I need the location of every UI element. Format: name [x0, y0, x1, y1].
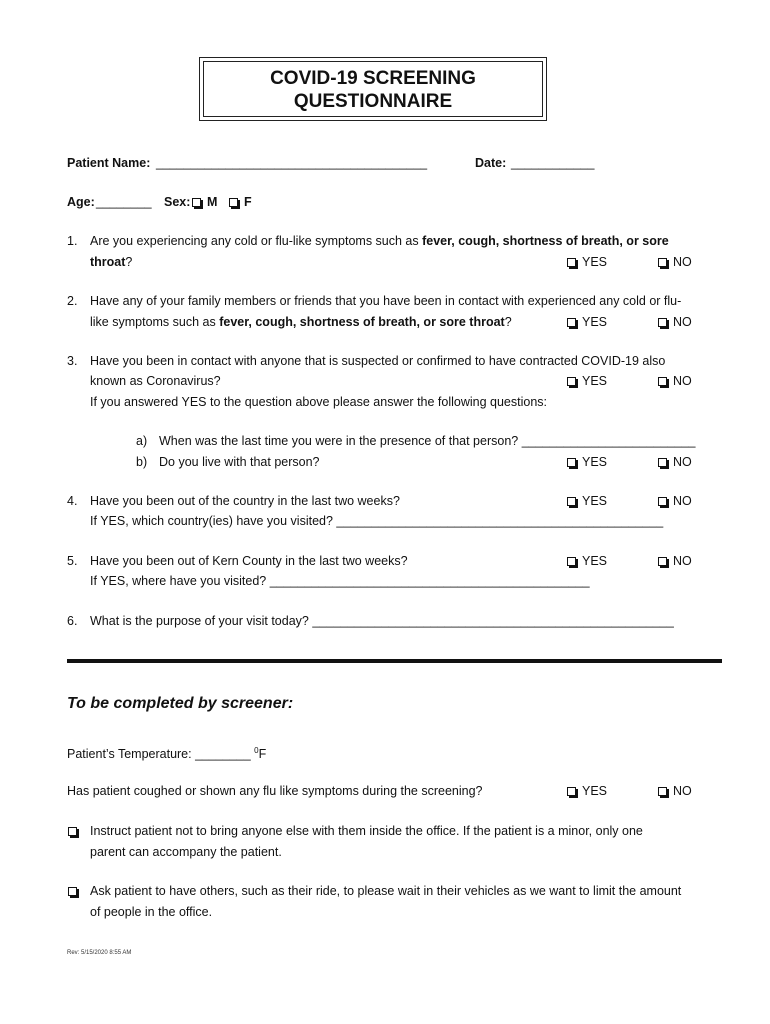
q1-bold-symptoms: fever, cough, shortness of breath, or sore	[422, 234, 669, 248]
q4-yes-option[interactable]	[567, 491, 607, 511]
q3b-letter: b)	[136, 455, 148, 469]
yes-label: YES	[582, 784, 608, 798]
cough-question: Has patient coughed or shown any flu like symptoms during the screening?	[67, 784, 483, 798]
instruction-1-line-1: Instruct patient not to bring anyone else with them inside the office. If the patient is a minor, only one	[90, 824, 643, 838]
title	[203, 61, 543, 117]
q3-yes-option[interactable]	[567, 371, 607, 391]
q5-text-line-2: If YES, where have you visited? ______________________________________________	[90, 574, 590, 588]
q4-number: 4.	[67, 494, 78, 508]
yes-label: YES	[582, 455, 608, 469]
checkbox-icon	[658, 318, 667, 327]
no-label: NO	[673, 374, 692, 388]
checkbox-icon	[658, 458, 667, 467]
temperature-label: Patient’s Temperature: ________	[67, 747, 255, 762]
q3a-letter: a)	[136, 434, 148, 448]
yes-label: YES	[582, 374, 608, 388]
checkbox-icon	[658, 557, 667, 566]
sex-m-option[interactable]	[192, 192, 217, 212]
q3-number: 3.	[67, 354, 78, 368]
checkbox-icon	[567, 318, 576, 327]
q1-no-option[interactable]	[658, 252, 692, 272]
date-field[interactable]: ____________	[511, 156, 595, 170]
sex-f-option[interactable]	[229, 192, 252, 212]
instruction-1-checkbox[interactable]	[68, 821, 83, 841]
no-label: NO	[673, 455, 692, 469]
checkbox-icon	[192, 198, 201, 207]
q3-text-line-3: If you answered YES to the question above please answer the following questions:	[90, 395, 548, 409]
degree-symbol: 0	[254, 746, 259, 755]
yes-label: YES	[582, 494, 608, 508]
no-label: NO	[673, 494, 692, 508]
q3b-text: Do you live with that person?	[159, 455, 320, 469]
patient-name-label: Patient Name:	[67, 156, 151, 170]
q2-text-line-1: Have any of your family members or friends that you have been in contact with experienced any cold or flu-	[90, 294, 682, 308]
q1-number: 1.	[67, 234, 78, 248]
q3b-no-option[interactable]	[658, 452, 692, 472]
checkbox-icon	[68, 827, 77, 836]
q2-text-line-2	[90, 312, 512, 332]
checkbox-icon	[567, 497, 576, 506]
sex-f-label: F	[244, 195, 252, 209]
q1-text-line-1	[90, 231, 669, 251]
checkbox-icon	[658, 787, 667, 796]
instruction-2-line-1: Ask patient to have others, such as their ride, to please wait in their vehicles as we want to limit the amount	[90, 884, 682, 898]
q4-text-line-1: Have you been out of the country in the last two weeks?	[90, 494, 400, 508]
q2-no-option[interactable]	[658, 312, 692, 332]
cough-no-option[interactable]	[658, 781, 692, 801]
no-label: NO	[673, 315, 692, 329]
age-label: Age:	[67, 195, 95, 209]
date-label: Date:	[475, 156, 507, 170]
age-field[interactable]: ________	[96, 195, 152, 209]
sex-label: Sex:	[164, 195, 191, 209]
checkbox-icon	[567, 258, 576, 267]
checkbox-icon	[68, 887, 77, 896]
screener-heading: To be completed by screener:	[67, 695, 294, 712]
q5-yes-option[interactable]	[567, 551, 607, 571]
q4-text-line-2: If YES, which country(ies) have you visited? _______________________________________________	[90, 514, 664, 528]
no-label: NO	[673, 255, 692, 269]
temperature-line	[67, 741, 266, 764]
section-divider	[67, 659, 722, 663]
checkbox-icon	[567, 458, 576, 467]
q3b-yes-option[interactable]	[567, 452, 607, 472]
q2-number: 2.	[67, 294, 78, 308]
q2-text: like symptoms such as	[90, 315, 220, 329]
q4-no-option[interactable]	[658, 491, 692, 511]
checkbox-icon	[567, 787, 576, 796]
title-line-1: COVID-19 SCREENING	[270, 68, 476, 89]
checkbox-icon	[229, 198, 238, 207]
instruction-1-line-2: parent can accompany the patient.	[90, 845, 282, 859]
yes-label: YES	[582, 315, 608, 329]
temperature-unit: F	[258, 747, 267, 762]
q1-bold-throat: throat	[90, 255, 126, 269]
checkbox-icon	[567, 557, 576, 566]
revision-date: Rev: 5/15/2020 8:55 AM	[67, 950, 132, 956]
no-label: NO	[673, 784, 692, 798]
yes-label: YES	[582, 255, 608, 269]
q6-number: 6.	[67, 614, 78, 628]
q1-text: Are you experiencing any cold or flu-like symptoms such as	[90, 234, 423, 248]
q6-text: What is the purpose of your visit today? ____________________________________________________	[90, 614, 674, 628]
no-label: NO	[673, 554, 692, 568]
checkbox-icon	[658, 258, 667, 267]
checkbox-icon	[658, 497, 667, 506]
q2-question-mark: ?	[504, 315, 512, 329]
q5-number: 5.	[67, 554, 78, 568]
q3a-text: When was the last time you were in the presence of that person? _________________________	[159, 434, 696, 448]
q2-bold-symptoms: fever, cough, shortness of breath, or sore throat	[219, 315, 505, 329]
checkbox-icon	[567, 377, 576, 386]
q3-no-option[interactable]	[658, 371, 692, 391]
yes-label: YES	[582, 554, 608, 568]
q3-text-line-1: Have you been in contact with anyone that is suspected or confirmed to have contracted COVID-19 also	[90, 354, 666, 368]
title-line-2: QUESTIONNAIRE	[293, 91, 453, 112]
instruction-2-checkbox[interactable]	[68, 881, 83, 901]
q2-yes-option[interactable]	[567, 312, 607, 332]
cough-yes-option[interactable]	[567, 781, 607, 801]
q5-no-option[interactable]	[658, 551, 692, 571]
q1-yes-option[interactable]	[567, 252, 607, 272]
q1-text-line-2	[90, 252, 132, 272]
checkbox-icon	[658, 377, 667, 386]
patient-name-field[interactable]: _______________________________________	[156, 156, 428, 170]
instruction-2-line-2: of people in the office.	[90, 905, 213, 919]
sex-m-label: M	[207, 195, 218, 209]
q3-text-line-2: known as Coronavirus?	[90, 374, 221, 388]
q1-question-mark: ?	[125, 255, 133, 269]
q5-text-line-1: Have you been out of Kern County in the last two weeks?	[90, 554, 408, 568]
title-box	[199, 57, 547, 121]
